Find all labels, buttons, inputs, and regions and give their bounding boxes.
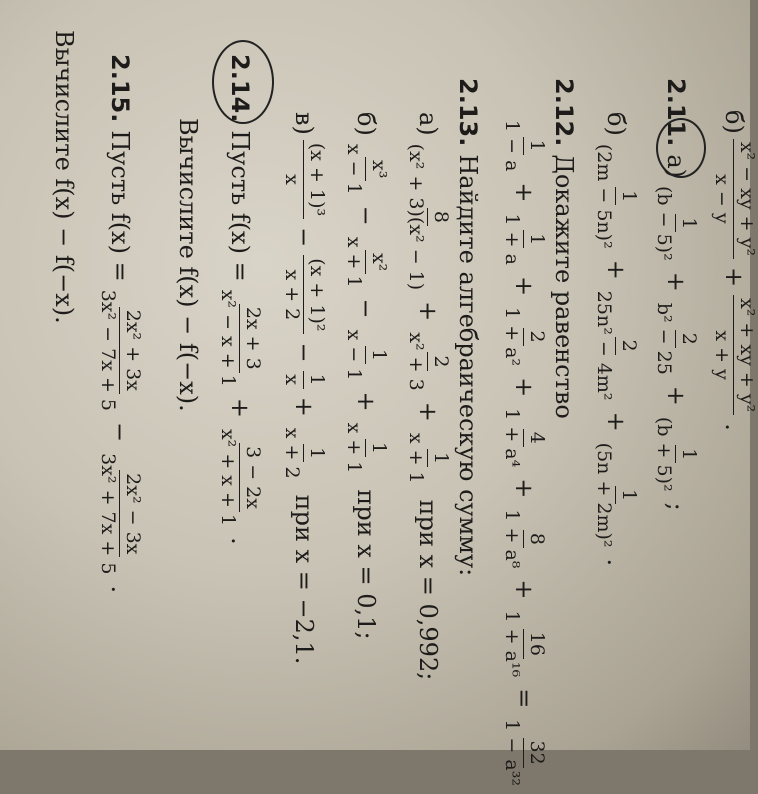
item-label: б) bbox=[601, 112, 630, 136]
denominator: 1 − a bbox=[501, 120, 524, 172]
fraction bbox=[405, 430, 450, 487]
operator: + bbox=[661, 271, 690, 292]
denominator: 1 + a⁴ bbox=[501, 408, 524, 468]
problem-2-13-a bbox=[405, 112, 450, 680]
operator: + bbox=[509, 478, 538, 499]
fraction bbox=[501, 716, 546, 789]
problem-text: Пусть f(x) = bbox=[105, 130, 134, 282]
denominator: x² + x + 1 bbox=[217, 428, 240, 527]
fraction bbox=[217, 287, 262, 390]
operator: + bbox=[509, 377, 538, 398]
fraction bbox=[653, 300, 698, 378]
problem-2-11-b bbox=[593, 112, 638, 569]
condition-text: при x = −2,1. bbox=[289, 494, 318, 665]
operator: + bbox=[719, 266, 748, 288]
fraction bbox=[281, 255, 326, 334]
numerator: 2 bbox=[675, 330, 698, 348]
problem-number: 2.12. bbox=[550, 78, 578, 147]
denominator: x − 1 bbox=[343, 329, 366, 381]
numerator: 32 bbox=[523, 738, 546, 768]
problem-number: 2.15. bbox=[105, 54, 134, 123]
numerator: 1 bbox=[675, 214, 698, 232]
fraction bbox=[343, 420, 388, 477]
operator: + bbox=[413, 401, 442, 422]
operator: + bbox=[661, 385, 690, 406]
problem-2-12-heading bbox=[550, 78, 578, 419]
problem-2-15-compute bbox=[50, 30, 78, 324]
problem-2-14 bbox=[217, 54, 262, 548]
pen-circle-mark bbox=[656, 118, 706, 178]
operator: + bbox=[225, 397, 254, 418]
numerator: 4 bbox=[523, 429, 546, 447]
fraction bbox=[501, 405, 546, 470]
fraction bbox=[501, 117, 546, 174]
problem-2-11-b-top bbox=[711, 110, 756, 434]
fraction bbox=[501, 304, 546, 369]
condition-text: при x = 0,1; bbox=[351, 489, 380, 640]
fraction bbox=[501, 608, 546, 681]
numerator: 1 bbox=[675, 445, 698, 463]
punctuation: . bbox=[601, 558, 630, 567]
fraction bbox=[97, 287, 142, 414]
numerator: 1 bbox=[427, 449, 450, 467]
denominator: x + 2 bbox=[281, 427, 304, 479]
numerator: 1 bbox=[523, 137, 546, 155]
item-label: б) bbox=[719, 110, 748, 134]
denominator: x bbox=[281, 374, 304, 385]
fraction bbox=[217, 426, 262, 529]
problem-text: Докажите равенство bbox=[550, 154, 578, 419]
denominator: (5n + 2m)² bbox=[593, 442, 616, 548]
fraction bbox=[653, 414, 698, 495]
denominator: x + 2 bbox=[281, 269, 304, 321]
numerator: 1 bbox=[365, 439, 388, 457]
fraction bbox=[97, 450, 142, 577]
denominator: 3x² + 7x + 5 bbox=[97, 453, 120, 575]
numerator: 2x² + 3x bbox=[119, 307, 142, 394]
numerator: 2x² − 3x bbox=[119, 470, 142, 557]
fraction bbox=[501, 211, 546, 268]
fraction bbox=[593, 141, 638, 252]
numerator: 1 bbox=[303, 371, 326, 389]
denominator: x + 1 bbox=[405, 432, 428, 484]
numerator: 2 bbox=[523, 328, 546, 346]
fraction bbox=[281, 371, 326, 389]
problem-number: 2.13. bbox=[454, 78, 482, 147]
denominator: 1 + a² bbox=[501, 307, 524, 367]
fraction bbox=[711, 139, 756, 259]
denominator: 3x² − 7x + 5 bbox=[97, 289, 120, 412]
operator: − bbox=[289, 342, 318, 363]
equals-sign: = bbox=[509, 688, 538, 709]
denominator: x − 1 bbox=[343, 143, 366, 195]
problem-2-12-equation bbox=[501, 112, 546, 794]
fraction bbox=[593, 288, 638, 404]
operator: + bbox=[509, 182, 538, 203]
fraction bbox=[343, 327, 388, 384]
denominator: x + 1 bbox=[343, 422, 366, 474]
numerator: 2x + 3 bbox=[239, 304, 262, 373]
numerator: (x + 1)² bbox=[303, 255, 326, 334]
pen-circle-mark bbox=[212, 40, 274, 124]
numerator: x² bbox=[365, 250, 388, 274]
denominator: b² − 25 bbox=[653, 302, 676, 375]
fraction bbox=[593, 440, 638, 551]
denominator: x² − x + 1 bbox=[217, 289, 240, 387]
denominator: (x² + 3)(x² − 1) bbox=[405, 143, 428, 291]
operator: + bbox=[351, 391, 380, 412]
numerator: x² − xy + y² bbox=[733, 139, 756, 259]
punctuation: ; bbox=[661, 502, 690, 511]
denominator: 25n² − 4m² bbox=[593, 290, 616, 401]
numerator: 1 bbox=[303, 444, 326, 462]
numerator: 16 bbox=[523, 629, 546, 659]
numerator: 3 − 2x bbox=[239, 443, 262, 512]
instruction-text: Вычислите f(x) − f(−x). bbox=[174, 118, 202, 412]
numerator: x² + xy + y² bbox=[733, 295, 756, 415]
operator: − bbox=[351, 298, 380, 319]
denominator: (b − 5)² bbox=[653, 186, 676, 261]
fraction bbox=[405, 141, 450, 294]
problem-text: Найдите алгебраическую сумму: bbox=[454, 154, 482, 577]
operator: + bbox=[509, 579, 538, 600]
item-label: б) bbox=[351, 112, 380, 136]
fraction bbox=[281, 140, 326, 219]
item-label: а) bbox=[413, 112, 442, 136]
operator: + bbox=[289, 396, 318, 417]
problem-2-14-compute bbox=[174, 118, 202, 412]
condition-text: при x = 0,992; bbox=[413, 499, 442, 681]
denominator: x² + 3 bbox=[405, 332, 428, 391]
numerator: 1 bbox=[615, 187, 638, 205]
operator: + bbox=[601, 259, 630, 280]
problem-text: Пусть f(x) = bbox=[225, 130, 254, 282]
operator: − bbox=[289, 227, 318, 248]
numerator: 1 bbox=[615, 486, 638, 504]
operator: − bbox=[105, 422, 134, 443]
numerator: x³ bbox=[365, 157, 388, 181]
denominator: 1 − a³² bbox=[501, 719, 524, 786]
denominator: x − y bbox=[711, 174, 734, 224]
problem-2-13-heading bbox=[454, 78, 482, 576]
punctuation: . bbox=[105, 585, 134, 594]
numerator: (x + 1)³ bbox=[303, 140, 326, 219]
denominator: 1 + a¹⁶ bbox=[501, 610, 524, 678]
denominator: x bbox=[281, 174, 304, 185]
numerator: 8 bbox=[427, 208, 450, 226]
denominator: (2m − 5n)² bbox=[593, 143, 616, 249]
operator: + bbox=[601, 411, 630, 432]
problem-number: 2.14. bbox=[225, 54, 254, 123]
operator: + bbox=[509, 275, 538, 297]
denominator: 1 + a bbox=[501, 213, 524, 265]
fraction bbox=[653, 183, 698, 264]
numerator: 2 bbox=[615, 337, 638, 355]
fraction bbox=[501, 506, 546, 571]
problem-2-15 bbox=[97, 54, 142, 596]
numerator: 1 bbox=[523, 230, 546, 248]
numerator: 8 bbox=[523, 530, 546, 548]
fraction bbox=[711, 295, 756, 415]
numerator: 1 bbox=[365, 346, 388, 364]
denominator: 1 + a⁸ bbox=[501, 509, 524, 569]
item-label: а) bbox=[661, 154, 690, 179]
problem-2-13-c bbox=[281, 112, 326, 664]
instruction-text: Вычислите f(x) − f(−x). bbox=[50, 30, 78, 324]
operator: + bbox=[413, 301, 442, 322]
operator: − bbox=[351, 205, 380, 226]
denominator: x + 1 bbox=[343, 236, 366, 288]
fraction bbox=[281, 425, 326, 482]
fraction bbox=[405, 329, 450, 393]
problem-number: 2.11. bbox=[661, 78, 690, 147]
denominator: x + y bbox=[711, 330, 734, 380]
fraction bbox=[343, 141, 388, 198]
punctuation: . bbox=[225, 537, 254, 545]
denominator: (b + 5)² bbox=[653, 416, 676, 492]
punctuation: . bbox=[719, 423, 748, 431]
problem-2-13-b bbox=[343, 112, 388, 640]
item-label: в) bbox=[289, 112, 318, 135]
numerator: 2 bbox=[427, 352, 450, 370]
fraction bbox=[343, 234, 388, 291]
